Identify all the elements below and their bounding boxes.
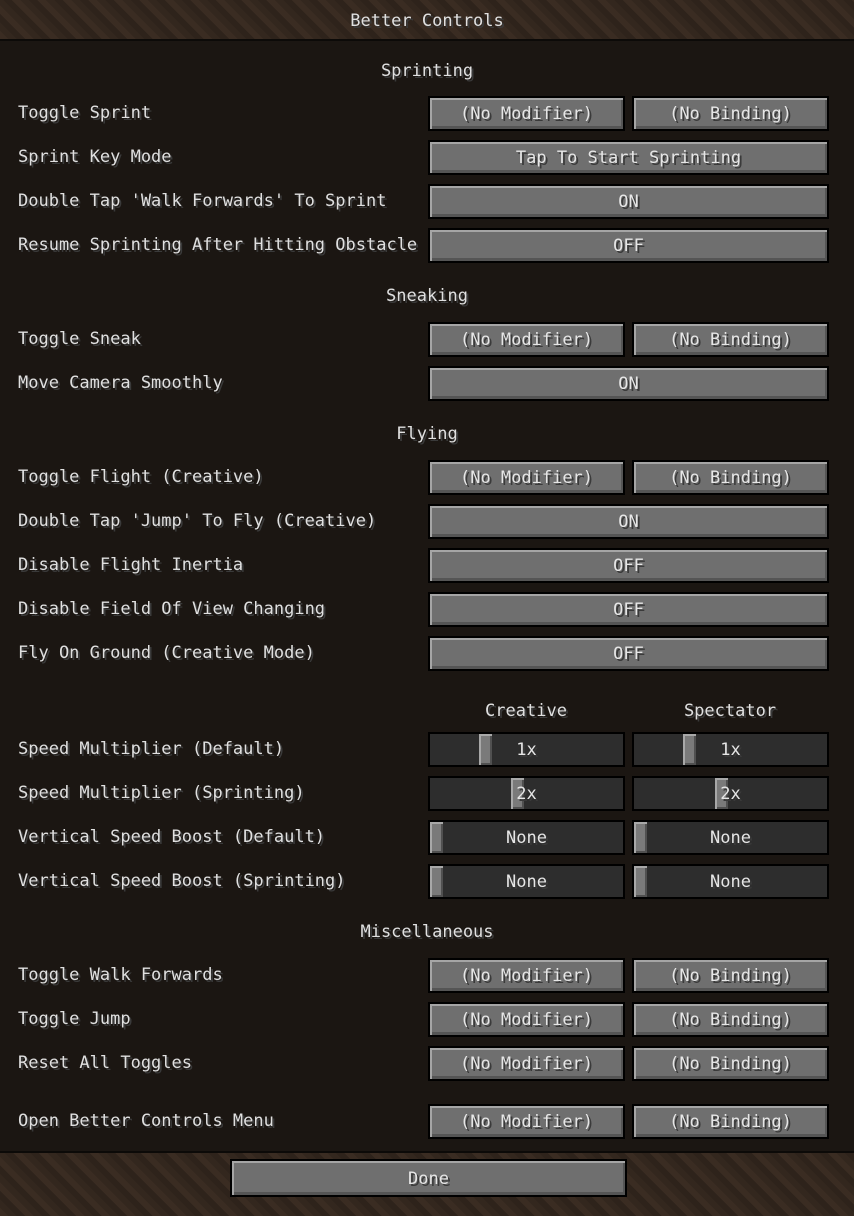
- modifier-button[interactable]: (No Modifier): [428, 96, 625, 131]
- setting-label: Sprint Key Mode: [18, 147, 172, 167]
- setting-label: Vertical Speed Boost (Default): [18, 827, 326, 847]
- spectator-slider[interactable]: [632, 820, 829, 855]
- footer: [0, 1151, 854, 1216]
- setting-label: Open Better Controls Menu: [18, 1111, 274, 1131]
- setting-label: Toggle Flight (Creative): [18, 467, 264, 487]
- setting-label: Speed Multiplier (Default): [18, 739, 285, 759]
- setting-label: Double Tap 'Jump' To Fly (Creative): [18, 511, 377, 531]
- binding-button[interactable]: (No Binding): [632, 1046, 829, 1081]
- option-button[interactable]: OFF: [428, 548, 829, 583]
- slider-handle[interactable]: [430, 822, 443, 853]
- section-heading-miscellaneous: Miscellaneous: [360, 922, 494, 942]
- column-header-spectator: Spectator: [683, 701, 777, 721]
- binding-button[interactable]: (No Binding): [632, 1104, 829, 1139]
- binding-button[interactable]: (No Binding): [632, 322, 829, 357]
- modifier-button[interactable]: (No Modifier): [428, 1002, 625, 1037]
- screen-title: Better Controls: [350, 11, 504, 31]
- modifier-button[interactable]: (No Modifier): [428, 1104, 625, 1139]
- slider-value: None: [710, 828, 751, 848]
- binding-button[interactable]: (No Binding): [632, 96, 829, 131]
- option-button[interactable]: OFF: [428, 636, 829, 671]
- binding-button[interactable]: (No Binding): [632, 958, 829, 993]
- setting-label: Double Tap 'Walk Forwards' To Sprint: [18, 191, 387, 211]
- setting-label: Toggle Jump: [18, 1009, 131, 1029]
- spectator-slider[interactable]: [632, 864, 829, 899]
- setting-label: Resume Sprinting After Hitting Obstacle: [18, 235, 418, 255]
- creative-slider[interactable]: [428, 732, 625, 767]
- section-heading-flying: Flying: [396, 424, 458, 444]
- slider-handle[interactable]: [634, 822, 647, 853]
- creative-slider[interactable]: [428, 776, 625, 811]
- slider-handle[interactable]: [479, 734, 492, 765]
- column-header-creative: Creative: [485, 701, 567, 721]
- slider-value: 1x: [516, 740, 537, 760]
- done-button[interactable]: Done: [230, 1159, 627, 1197]
- modifier-button[interactable]: (No Modifier): [428, 460, 625, 495]
- creative-slider[interactable]: [428, 820, 625, 855]
- setting-label: Toggle Sprint: [18, 103, 152, 123]
- option-button[interactable]: ON: [428, 366, 829, 401]
- setting-label: Toggle Walk Forwards: [18, 965, 223, 985]
- section-heading-sprinting: Sprinting: [380, 61, 474, 81]
- slider-value: None: [710, 872, 751, 892]
- section-heading-sneaking: Sneaking: [386, 286, 468, 306]
- setting-label: Fly On Ground (Creative Mode): [18, 643, 315, 663]
- setting-label: Vertical Speed Boost (Sprinting): [18, 871, 346, 891]
- header: [0, 0, 854, 41]
- slider-value: 2x: [516, 784, 537, 804]
- slider-value: 2x: [720, 784, 741, 804]
- option-button[interactable]: Tap To Start Sprinting: [428, 140, 829, 175]
- slider-value: None: [506, 828, 547, 848]
- option-button[interactable]: OFF: [428, 592, 829, 627]
- setting-label: Toggle Sneak: [18, 329, 141, 349]
- slider-handle[interactable]: [683, 734, 696, 765]
- binding-button[interactable]: (No Binding): [632, 460, 829, 495]
- setting-label: Reset All Toggles: [18, 1053, 192, 1073]
- setting-label: Speed Multiplier (Sprinting): [18, 783, 305, 803]
- option-button[interactable]: OFF: [428, 228, 829, 263]
- modifier-button[interactable]: (No Modifier): [428, 1046, 625, 1081]
- option-button[interactable]: ON: [428, 184, 829, 219]
- creative-slider[interactable]: [428, 864, 625, 899]
- setting-label: Disable Flight Inertia: [18, 555, 244, 575]
- setting-label: Disable Field Of View Changing: [18, 599, 326, 619]
- slider-value: None: [506, 872, 547, 892]
- option-button[interactable]: ON: [428, 504, 829, 539]
- modifier-button[interactable]: (No Modifier): [428, 322, 625, 357]
- spectator-slider[interactable]: [632, 776, 829, 811]
- slider-handle[interactable]: [634, 866, 647, 897]
- slider-handle[interactable]: [430, 866, 443, 897]
- setting-label: Move Camera Smoothly: [18, 373, 223, 393]
- binding-button[interactable]: (No Binding): [632, 1002, 829, 1037]
- modifier-button[interactable]: (No Modifier): [428, 958, 625, 993]
- slider-value: 1x: [720, 740, 741, 760]
- spectator-slider[interactable]: [632, 732, 829, 767]
